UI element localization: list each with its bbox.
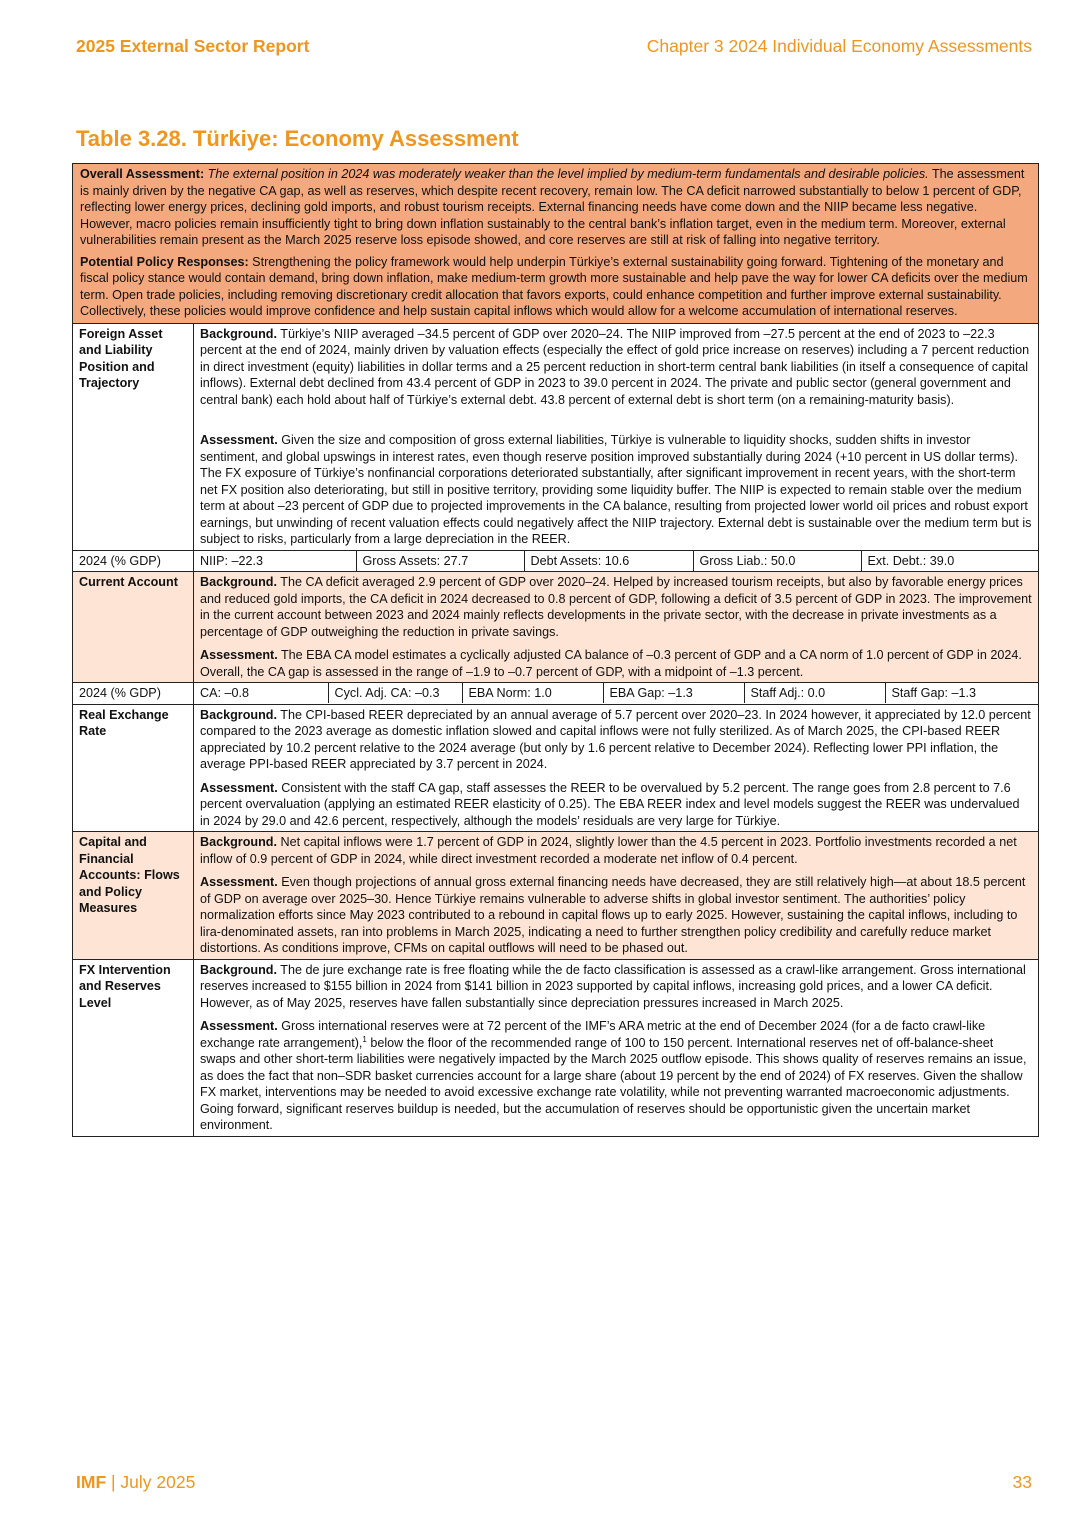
overall-label: Overall Assessment: (80, 167, 205, 181)
ca-content (194, 572, 1039, 683)
fa-gross-assets: Gross Assets: 27.7 (356, 551, 524, 571)
ca-eba-gap: EBA Gap: –1.3 (603, 683, 744, 703)
ca-staff-gap: Staff Gap: –1.3 (885, 683, 1038, 703)
fa-strip-row (73, 550, 1039, 572)
ca-strip-label: 2024 (% GDP) (73, 683, 194, 705)
fx-row (73, 959, 1039, 1136)
fx-as-text-1: Gross international reserves were at 72 percent of the IMF’s ARA metric at the end of December 2024 (for a de facto crawl-like exchange rate arrangement), (200, 1019, 986, 1050)
fa-strip-label: 2024 (% GDP) (73, 550, 194, 572)
ca-staff-adj: Staff Adj.: 0.0 (744, 683, 885, 703)
page-number: 33 (1012, 1472, 1032, 1492)
policy-label: Potential Policy Responses: (80, 254, 249, 269)
fx-as-label: Assessment. (200, 1019, 278, 1033)
fa-debt-assets: Debt Assets: 10.6 (524, 551, 693, 571)
ca-bg-text: The CA deficit averaged 2.9 percent of GDP over 2020–24. Helped by increased tourism receipts, but also by favorable energy prices and reduced gold imports, the CA deficit in 2024 decreased to 0.8 percent of GDP, following a deficit of 3.5 percent of GDP in 2023. The improvement in the current account between 2023 and 2024 mainly reflects developments in the private sector, with the decrease in private investments as a percentage of GDP outweighing the reduction in private savings. (200, 575, 1032, 639)
fx-bg-text: The de jure exchange rate is free floating while the de facto classification is assessed as a crawl-like arrangement. Gross international reserves increased to $155 billion in 2024 from $141 billion in 2023 supported by capital inflows, increasing gold prices, and a lower CA deficit. However, as of May 2025, reserves have fallen substantially since depreciation pressures increased in March 2025. (200, 962, 1026, 1010)
cap-row (73, 832, 1039, 960)
cap-as-label: Assessment. (200, 875, 278, 889)
fa-gross-liab: Gross Liab.: 50.0 (693, 551, 861, 571)
footer-sep: | (106, 1472, 121, 1492)
fa-niip: NIIP: –22.3 (200, 553, 264, 568)
fx-label: FX Intervention and Reserves Level (73, 959, 194, 1136)
policy-text: Strengthening the policy framework would help underpin Türkiye’s external sustainability going forward. Tightening of the monetary and fiscal policy stance would contain demand, bring down inflation, make medium-term growth more sustainable and help pave the way for lower CA deficits over the medium term. Open trade policies, including removing discretionary credit allocation that favors exports, could enhance competition and further improve external sustainability. Collectively, these policies would improve confidence and help sustain capital inflows which would allow for a welcome accumulation of international reserves. (80, 254, 1028, 318)
footer-left (76, 1472, 195, 1493)
overall-assessment (80, 166, 1031, 249)
fx-bg-label: Background. (200, 962, 277, 977)
cap-as-text: Even though projections of annual gross external financing needs have decreased, they are still relatively high—at about 18.5 percent of GDP on average over 2025–30. Hence Türkiye remains vulnerable to adverse shifts in global investor sentiment. The authorities’ policy normalization efforts since May 2023 contributed to a rebound in capital flows up to early 2025. However, sustaining the capital inflows, including to lira-denominated assets, ran into problems in March 2025, indicating a need to further strengthen policy credibility and carefully reduce market distortions. As conditions improve, CFMs on capital outflows will need to be phased out. (200, 875, 1026, 955)
rer-content (194, 704, 1039, 832)
overall-cell (73, 164, 1039, 324)
rer-as-text: Consistent with the staff CA gap, staff assesses the REER to be overvalued by 5.2 percent. The range goes from 2.8 percent to 7.6 percent overvaluation (applying an estimated REER elasticity of 0.25). The EBA REER index and level models suggest the REER was undervalued in 2024 by 29.0 and 42.6 percent, respectively, although the models’ residuals are very large for Türkiye. (200, 780, 1020, 828)
cap-bg-label: Background. (200, 835, 277, 849)
ca-ca: CA: –0.8 (200, 686, 250, 700)
ca-strip-row (73, 683, 1039, 705)
fa-bg-text: Türkiye’s NIIP averaged –34.5 percent of GDP over 2020–24. The NIIP improved from –27.5 percent at the end of 2023 to –22.3 percent at the end of 2024, mainly driven by valuation effects (especially the effect of gold price increase on reserves) including a 7 percent reduction in direct investment (equity) liabilities in dollar terms and a 25 percent reduction in short-term central bank liabilities (in itself a consequence of capital inflows). External debt declined from 43.4 percent of GDP in 2023 to 39.0 percent in 2024. The private and public sector (general government and central bank) each hold about half of Türkiye’s external debt. 43.8 percent of external debt is short term (on a remaining-maturity basis). (200, 326, 1030, 407)
rer-bg-label: Background. (200, 707, 277, 722)
fa-bg-label: Background. (200, 326, 277, 341)
fa-as-text: Given the size and composition of gross external liabilities, Türkiye is vulnerable to liquidity shocks, sudden shifts in investor sentiment, and global upswings in interest rates, even though reserve position improved substantially during 2024 (+10 percent in US dollar terms). The FX exposure of Türkiye’s nonfinancial corporations deteriorated substantially, after significant improvement in recent years, with the short-term net FX position also deteriorating, but still in positive territory, providing some liquidity buffer. The NIIP is expected to remain stable over the medium term at about –23 percent of GDP due to projected improvements in the CA balance, resulting from projected lower world oil prices and robust export earnings, but unwinding of recent valuation effects could negatively affect the NIIP trajectory. External debt is sustainable over the medium term but is subject to risks, particularly from a large depreciation in the REER. (200, 433, 1032, 546)
overall-italic: The external position in 2024 was moderately weaker than the level implied by medium-term fundamentals and desirable policies. (207, 167, 929, 181)
ca-cycl: Cycl. Adj. CA: –0.3 (328, 683, 462, 703)
rer-bg-text: The CPI-based REER depreciated by an annual average of 5.7 percent over 2020–23. In 2024 however, it appreciated by 12.0 percent compared to the 2023 average as domestic inflation slowed and capital inflows were not fully sterilized. As of March 2025, the CPI-based REER appreciated by 10.2 percent relative to the 2024 average (but only by 1.6 percent relative to December 2024). Reflecting lower PPI inflation, the average PPI-based REER appreciated by 3.7 percent in 2024. (200, 707, 1031, 771)
ca-row (73, 572, 1039, 683)
fa-label: Foreign Asset and Liability Position and Trajectory (73, 323, 194, 550)
fa-ext-debt: Ext. Debt.: 39.0 (861, 551, 1038, 571)
cap-label: Capital and Financial Accounts: Flows and Policy Measures (73, 832, 194, 960)
fa-content (194, 323, 1039, 550)
ca-as-text: The EBA CA model estimates a cyclically adjusted CA balance of –0.3 percent of GDP and a CA norm of 1.0 percent of GDP in 2024. Overall, the CA gap is assessed in the range of –1.9 to –0.7 percent of GDP, with a midpoint of –1.3 percent. (200, 648, 1022, 679)
fa-as-label: Assessment. (200, 433, 278, 447)
fa-strip-cells (194, 550, 1039, 572)
rer-label: Real Exchange Rate (73, 704, 194, 832)
ca-bg-label: Background. (200, 575, 277, 589)
ca-eba-norm: EBA Norm: 1.0 (462, 683, 603, 703)
fa-row (73, 323, 1039, 550)
running-header-left: 2025 External Sector Report (76, 36, 310, 56)
policy-responses (80, 254, 1031, 320)
cap-content (194, 832, 1039, 960)
footer-date: July 2025 (120, 1472, 196, 1492)
imf-logo-text: IMF (76, 1472, 107, 1492)
running-header-right: Chapter 3 2024 Individual Economy Assessments (646, 36, 1032, 56)
ca-as-label: Assessment. (200, 648, 278, 662)
overall-row (73, 164, 1039, 324)
ca-label: Current Account (73, 572, 194, 683)
footnote-marker[interactable]: 1 (362, 1034, 367, 1044)
rer-as-label: Assessment. (200, 780, 278, 795)
fx-content (194, 959, 1039, 1136)
assessment-table (72, 163, 1039, 1137)
fx-as-text-2: below the floor of the recommended range of 100 to 150 percent. International reserves net of off-balance-sheet swaps and other short-term liabilities were negatively impacted by the March 2025 outflow episode. This shows quality of reserves remains an issue, as does the fact that non–SDR basket currencies account for a large share (about 19 percent by the end of 2024) of FX reserves. Given the shallow FX market, interventions may be needed to avoid excessive exchange rate volatility, while not preventing warranted macroeconomic adjustments. Going forward, significant reserves buildup is needed, but the accumulation of reserves should be opportunistic given the uncertain market environment. (200, 1035, 1027, 1132)
table-title: Table 3.28. Türkiye: Economy Assessment (76, 126, 519, 151)
ca-strip-cells (194, 683, 1039, 705)
overall-text: The assessment is mainly driven by the negative CA gap, as well as reserves, which despite recent recovery, remain low. The CA deficit narrowed substantially to below 1 percent of GDP, reflecting lower energy prices, declining gold imports, and robust tourism receipts. External financing needs have come down and the NIIP became less negative. However, macro policies remain insufficiently tight to bring down inflation sustainably to the central bank’s inflation target, even in the medium term. Moreover, external vulnerabilities remain present as the March 2025 reserve loss episode showed, and core reserves are still at risk of falling into negative territory. (80, 167, 1025, 247)
rer-row (73, 704, 1039, 832)
cap-bg-text: Net capital inflows were 1.7 percent of GDP in 2024, slightly lower than the 4.5 percent in 2023. Portfolio investments recorded a net inflow of 0.9 percent of GDP in 2024, while direct investment recorded a moderate net inflow of 0.4 percent. (200, 835, 1017, 866)
